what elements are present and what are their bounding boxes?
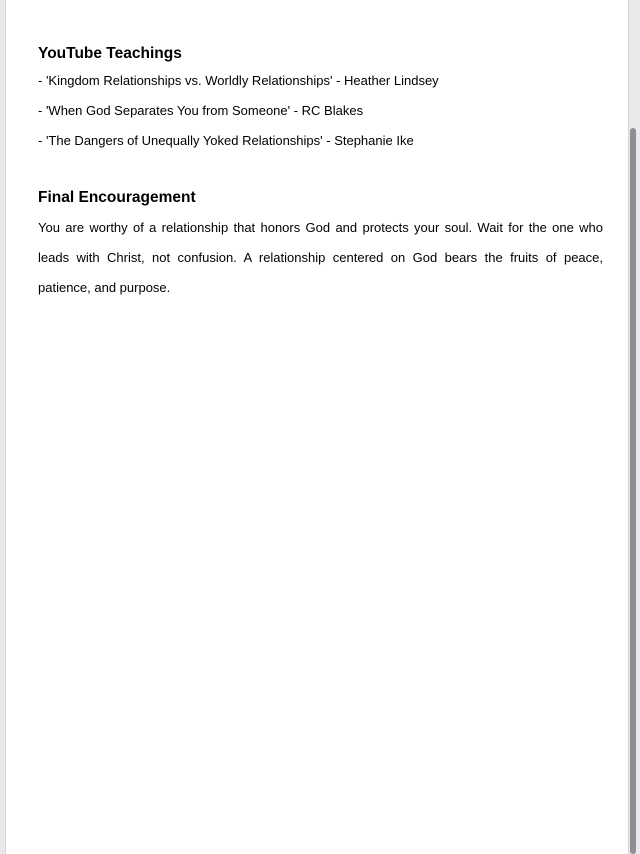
section-spacer [38, 156, 603, 186]
youtube-teachings-list [38, 66, 603, 156]
list-item: - 'The Dangers of Unequally Yoked Relationships' - Stephanie Ike [38, 133, 414, 148]
section-heading-final-encouragement: Final Encouragement [38, 189, 196, 206]
vertical-scrollbar[interactable] [630, 128, 636, 854]
list-item: - 'When God Separates You from Someone' - RC Blakes [38, 103, 364, 118]
section-heading-youtube-teachings: YouTube Teachings [38, 45, 182, 62]
final-encouragement-paragraph: You are worthy of a relationship that honors God and protects your soul. Wait for the one who leads with Christ, not confusion. A relationship centered on God bears the fruits of peace, patience, and purpose. [38, 220, 603, 295]
document-page [5, 0, 629, 854]
list-item: - 'Kingdom Relationships vs. Worldly Relationships' - Heather Lindsey [38, 73, 439, 88]
page-content [38, 42, 603, 303]
